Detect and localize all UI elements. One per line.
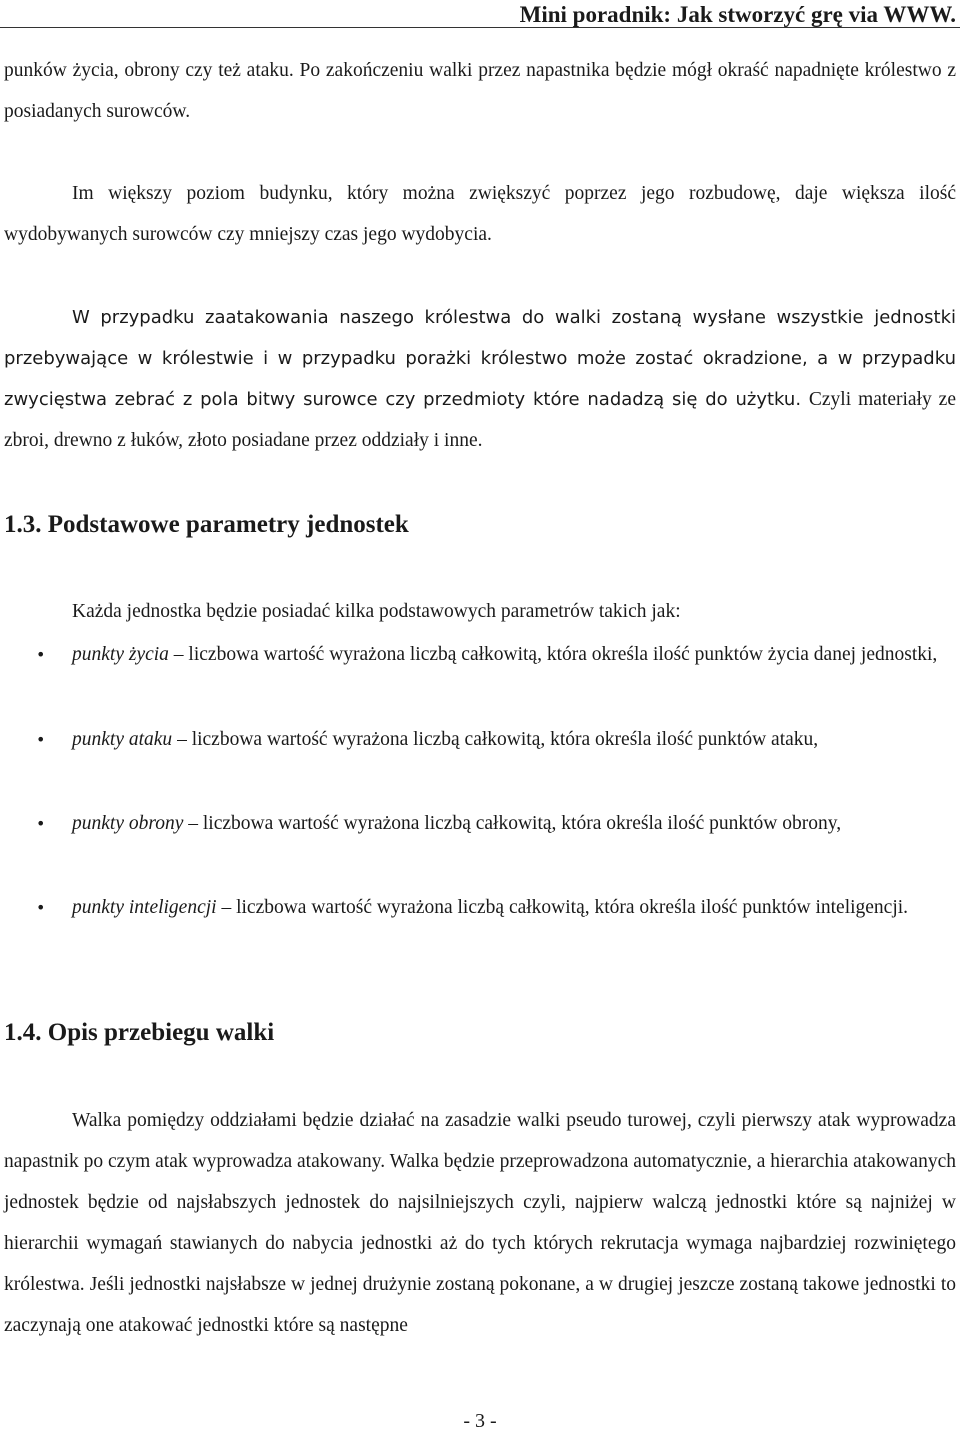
list-item-term: punkty obrony [72, 813, 184, 834]
paragraph-kingdom-attack-materials: Czyli materiały ze zbroi, drewno z łuków, złoto posiadane przez oddziały i inne. [4, 389, 956, 451]
list-item-term: punkty ataku [72, 729, 173, 750]
list-item-text [72, 886, 956, 929]
list-item-text [72, 802, 956, 845]
unit-parameters-intro: Każda jednostka będzie posiadać kilka podstawowych parametrów takich jak: [72, 601, 681, 622]
bullet-icon: • [36, 814, 46, 833]
header-rule [0, 27, 960, 28]
list-item-text [72, 718, 956, 761]
list-item-description: – liczbowa wartość wyrażona liczbą całkowitą, która określa ilość punktów inteligencji. [216, 897, 909, 918]
bullet-icon: • [36, 730, 46, 749]
list-item-term: punkty życia [72, 644, 169, 665]
paragraph-battle-description: Walka pomiędzy oddziałami będzie działać na zasadzie walki pseudo turowej, czyli pierwszy atak wyprowadza napastnik po czym atak wyprowadza atakowany. Walka będzie przeprowadzona automatycznie, a hierarchia atakowanych jednostek będzie od najsłabszych jednostek do najsilniejszych czyli, najpierw walczą jednostki które są najniżej w hierarchii wymagań stawianych do nabycia jednostki aż do tych których rekrutacja wymaga najbardziej rozwiniętego królestwa. Jeśli jednostki najsłabsze w jednej drużynie zostaną pokonane, a w drugiej jeszcze zostaną takowe jednostki to zaczynają one atakować jednostki które są następne [4, 1110, 956, 1336]
list-item-description: – liczbowa wartość wyrażona liczbą całkowitą, która określa ilość punktów życia danej jednostki, [168, 644, 938, 665]
page-number: - 3 - [463, 1410, 497, 1432]
section-heading-unit-parameters: 1.3. Podstawowe parametry jednostek [4, 511, 409, 538]
paragraph-building-level: Im większy poziom budynku, który można zwiększyć poprzez jego rozbudowę, daje większa ilość wydobywanych surowców czy mniejszy czas jego wydobycia. [4, 183, 956, 245]
list-item-description: – liczbowa wartość wyrażona liczbą całkowitą, która określa ilość punktów ataku, [172, 729, 819, 750]
running-header: Mini poradnik: Jak stworzyć grę via WWW. [519, 2, 956, 27]
list-item-text [72, 633, 956, 676]
section-heading-battle-description: 1.4. Opis przebiegu walki [4, 1019, 275, 1046]
bullet-icon: • [36, 645, 46, 664]
bullet-icon: • [36, 898, 46, 917]
list-item-description: – liczbowa wartość wyrażona liczbą całkowitą, która określa ilość punktów obrony, [183, 813, 842, 834]
paragraph-kingdom-attack-text: W przypadku zaatakowania naszego królestwa do walki zostaną wysłane wszystkie jednostki przebywające w królestwie i w przypadku porażki królestwo może zostać okradzione, a w przypadku zwycięstwa zebrać z pola bitwy surowce czy przedmioty które nadadzą się do użytku. [4, 307, 956, 410]
paragraph-continuation: punków życia, obrony czy też ataku. Po zakończeniu walki przez napastnika będzie mógł okraść napadnięte królestwo z posiadanych surowców. [4, 60, 956, 122]
list-item-term: punkty inteligencji [72, 897, 217, 918]
paragraph-kingdom-attack [4, 297, 956, 461]
